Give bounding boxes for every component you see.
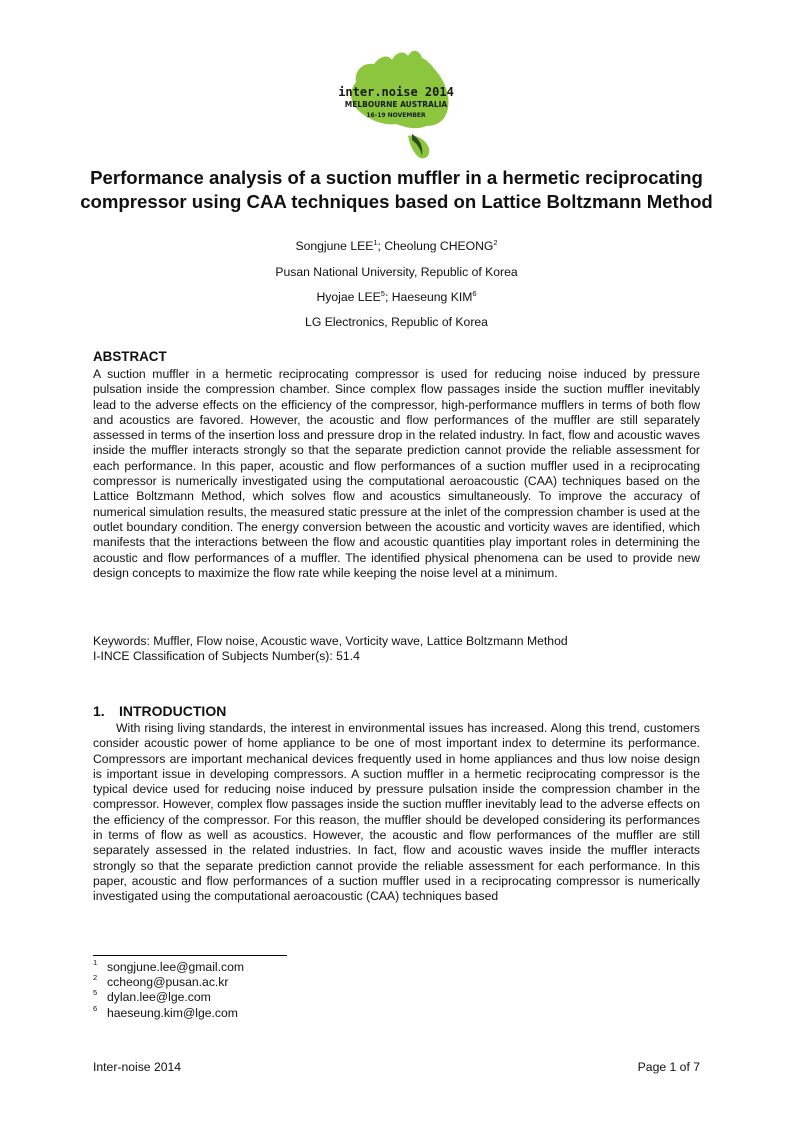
classification: I-INCE Classification of Subjects Number(s): 51.4 — [93, 649, 360, 664]
footnote-item: $^1$ songjune.lee@gmail.com — [93, 958, 245, 974]
section-title: INTRODUCTION — [119, 703, 227, 719]
author-names: Songjune LEE — [295, 239, 374, 253]
paper-title: Performance analysis of a suction muffler in a hermetic reciprocating compressor using CAA techniques based on Lattice Boltzmann Method — [80, 167, 713, 212]
keywords: Keywords: Muffler, Flow noise, Acoustic wave, Vorticity wave, Lattice Boltzmann Method — [93, 634, 568, 648]
footnote-item: $^5$ dylan.lee@lge.com — [93, 988, 211, 1005]
logo-line1: inter.noise 2014 — [338, 85, 454, 99]
footer-conference: Inter-noise 2014 — [93, 1060, 182, 1074]
footnote-email: haeseung.kim@lge.com — [107, 1005, 238, 1020]
footnote-item: $^2$ ccheong@pusan.ac.kr — [93, 973, 229, 990]
section-number: 1. — [93, 703, 105, 719]
author-separator: ; — [377, 239, 385, 253]
introduction-text: With rising living standards, the interest in environmental issues has increased. Along this trend, customers consider acoustic power of home appliance to be one of most important index to determine its performance. Compressors are important mechanical devices frequently used in home appliances and thus low noise design is important issue in developing compressors. A suction muffler in a hermetic reciprocating compressor is the typical device used for reducing noise induced by pressure pulsation inside the compression chamber in the compressor. However, complex flow passages inside the suction muffler inevitably lead to the adverse effects on the efficiency of the compressor. For this reason, the muffler should be developed considering its performances in terms of flow as well as acoustics. However, the acoustic and flow performances of the muffler are still separately assessed in the related industries. In fact, flow and acoustic waves inside the muffler interacts strongly so that the separate prediction cannot provide the reliable assessment for each performance. In this paper, acoustic and flow performances of a suction muffler used in a reciprocating compressor is numerically investigated using the computational aeroacoustic (CAA) techniques based — [93, 721, 700, 904]
introduction-heading — [93, 703, 226, 719]
author-mark: 5 — [380, 289, 385, 298]
logo-line2: MELBOURNE AUSTRALIA — [344, 100, 448, 109]
footnote-email: ccheong@pusan.ac.kr — [107, 975, 229, 990]
author-mark: 2 — [493, 238, 498, 247]
footnote-email: dylan.lee@lge.com — [107, 990, 211, 1005]
footnote-divider — [93, 955, 287, 956]
affiliation-2: LG Electronics, Republic of Korea — [305, 315, 488, 329]
footer-page-number: Page 1 of 7 — [637, 1060, 700, 1074]
author-names: Cheolung CHEONG — [384, 239, 494, 253]
footnotes — [93, 960, 244, 1021]
authors-line-2 — [60, 290, 733, 304]
author-names: Haeseung KIM — [391, 290, 473, 304]
abstract-text: A suction muffler in a hermetic reciprocating compressor is used for reducing noise induced by pressure pulsation inside the compression chamber. Since complex flow passages inside the suction muffler inevitably lead to the adverse effects on the efficiency of the compressor, high-performance mufflers in terms of both flow and acoustics are favored. However, the acoustic and flow performances of the muffler are still separately assessed in terms of the insertion loss and pressure drop in the related industry. In fact, flow and acoustic waves inside the muffler interacts strongly so that the separate prediction cannot provide the reliable assessment for each performance. In this paper, acoustic and flow performances of a suction muffler used in a reciprocating compressor is numerically investigated using the computational aeroacoustic (CAA) techniques based on the Lattice Boltzmann Method, which solves flow and acoustics simultaneously. To improve the accuracy of numerical simulation results, the measured static pressure at the inlet of the compression chamber is used at the outlet boundary condition. The energy conversion between the acoustic and vorticity waves are identified, which manifests that the interactions between the flow and acoustic quantities play important roles in determining the acoustic and flow performances of a muffler. The identified physical phenomena can be used to provide new design concepts to maximize the flow rate while keeping the noise level at a minimum. — [93, 367, 700, 580]
author-mark: 1 — [373, 238, 378, 247]
logo-line3: 16-19 NOVEMBER — [366, 112, 426, 119]
abstract-heading: ABSTRACT — [93, 349, 167, 364]
author-separator: ; — [384, 290, 392, 304]
conference-logo — [334, 46, 458, 164]
footnote-item: $^6$ haeseung.kim@lge.com — [93, 1003, 238, 1020]
footnote-email: songjune.lee@gmail.com — [107, 960, 245, 974]
author-mark: 6 — [472, 289, 477, 298]
keywords-block — [93, 634, 568, 665]
author-names: Hyojae LEE — [316, 290, 381, 304]
authors-line-1 — [60, 239, 733, 253]
affiliation-1: Pusan National University, Republic of Korea — [275, 265, 518, 279]
